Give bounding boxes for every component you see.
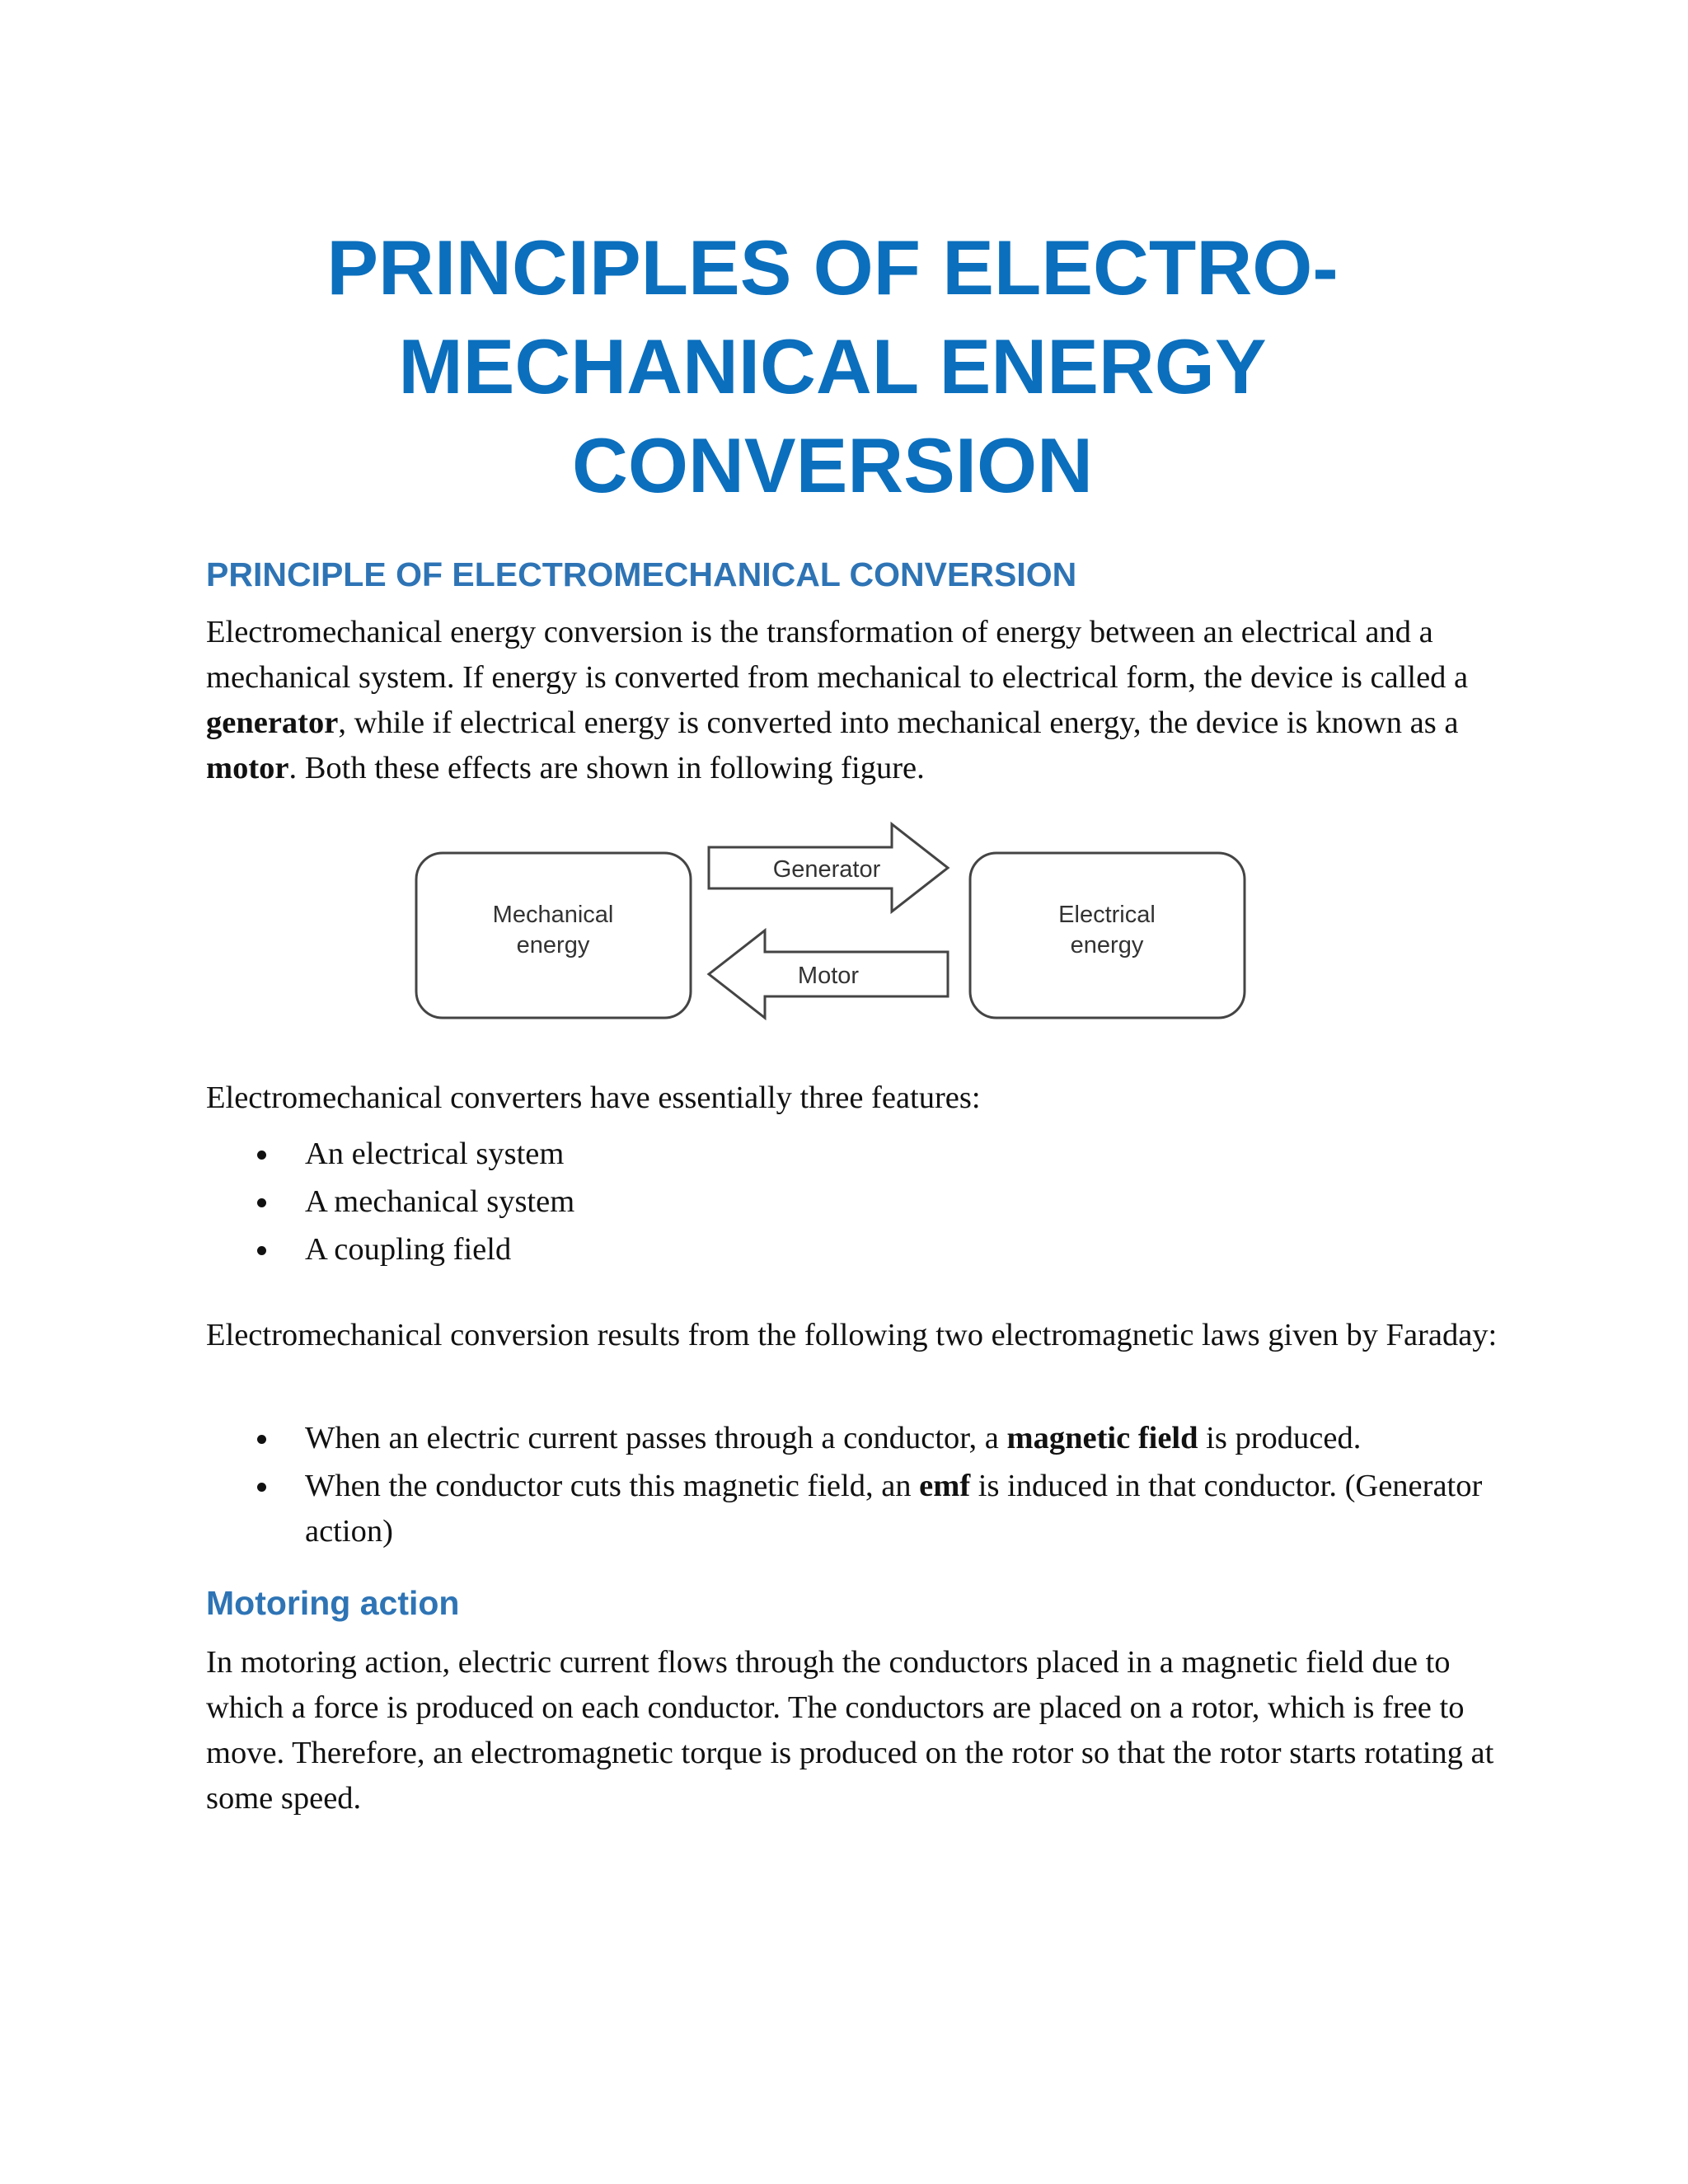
motor-term: motor	[206, 751, 289, 785]
bullet-icon	[257, 1151, 266, 1160]
intro-paragraph	[206, 610, 1525, 791]
electrical-energy-label-line1: Electrical	[1058, 902, 1156, 928]
electrical-energy-label-line2: energy	[1070, 932, 1144, 958]
title-line-1: PRINCIPLES OF ELECTRO-	[326, 224, 1339, 311]
energy-conversion-diagram	[412, 820, 1261, 1030]
law-text-1b: is produced.	[1198, 1421, 1362, 1455]
title-line-3: CONVERSION	[572, 422, 1093, 509]
list-item	[206, 1179, 1525, 1225]
title-line-2: MECHANICAL ENERGY	[398, 323, 1267, 410]
features-intro: Electromechanical converters have essentially three features:	[206, 1080, 981, 1115]
feature-text: A mechanical system	[305, 1184, 575, 1219]
section-heading-motoring: Motoring action	[206, 1584, 460, 1622]
intro-text-2: , while if electrical energy is converted into mechanical energy, the device is known as a	[338, 705, 1459, 740]
law-text-1a: When an electric current passes through a conductor, a	[305, 1421, 1007, 1455]
list-item	[206, 1416, 1525, 1461]
intro-text-1: Electromechanical energy conversion is the transformation of energy between an electrical and a mechanical system. If energy is converted from mechanical to electrical form, the device is called a	[206, 615, 1469, 695]
document-title	[247, 218, 1418, 515]
bullet-icon	[257, 1246, 266, 1255]
section-heading-principle: PRINCIPLE OF ELECTROMECHANICAL CONVERSION	[206, 555, 1077, 593]
list-item	[206, 1227, 1525, 1272]
law-text-2a: When the conductor cuts this magnetic field, an	[305, 1469, 920, 1503]
magnetic-field-term: magnetic field	[1006, 1421, 1198, 1455]
bullet-icon	[257, 1483, 266, 1492]
mechanical-energy-label-line1: Mechanical	[492, 902, 614, 928]
intro-text-3: . Both these effects are shown in following figure.	[288, 751, 925, 785]
mechanical-energy-label-line2: energy	[516, 932, 590, 958]
features-list	[206, 1132, 1525, 1272]
feature-text: A coupling field	[305, 1232, 512, 1267]
feature-text: An electrical system	[305, 1137, 565, 1171]
emf-term: emf	[919, 1469, 971, 1503]
generator-term: generator	[206, 705, 339, 740]
law-text-2b: is induced in that conductor. (Generator action)	[305, 1469, 1483, 1549]
motoring-paragraph: In motoring action, electric current flows through the conductors placed in a magnetic field due to which a force is produced on each conductor. The conductors are placed on a rotor, which is free to move. Therefore, an electromagnetic torque is produced on the rotor so that the rotor starts rotating at some speed.	[206, 1645, 1494, 1816]
bullet-icon	[257, 1198, 266, 1207]
laws-list	[206, 1416, 1525, 1554]
generator-arrow-label: Generator	[772, 856, 881, 883]
bullet-icon	[257, 1435, 266, 1444]
motor-arrow-label: Motor	[797, 963, 860, 989]
list-item	[206, 1132, 1525, 1177]
laws-intro: Electromechanical conversion results from the following two electromagnetic laws given by Faraday:	[206, 1318, 1498, 1352]
list-item	[206, 1464, 1525, 1554]
